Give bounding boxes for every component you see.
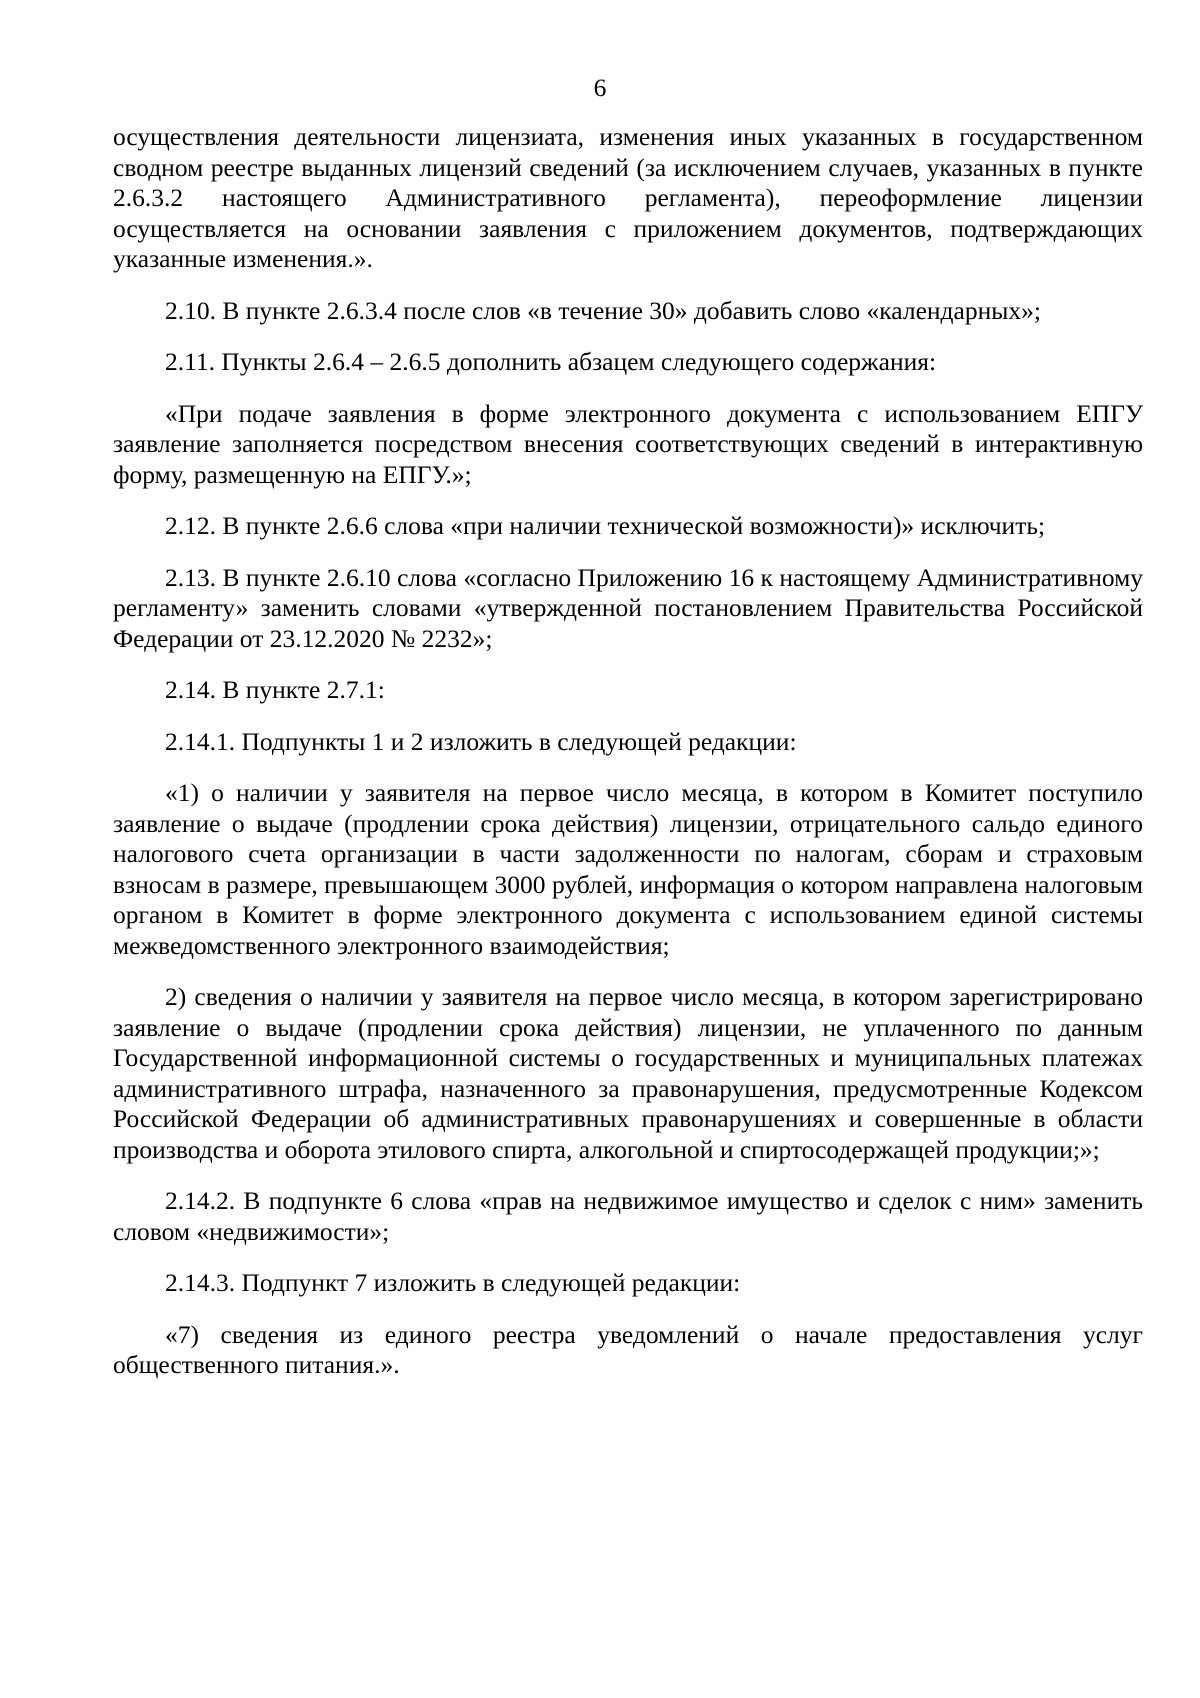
- paragraph-2-10: 2.10. В пункте 2.6.3.4 после слов «в течение 30» добавить слово «календарных»;: [165, 295, 1041, 325]
- paragraph-2-14-1: 2.14.1. Подпункты 1 и 2 изложить в следующей редакции:: [165, 726, 797, 756]
- paragraph-subitem-1: «1) о наличии у заявителя на первое число месяца, в котором в Комитет поступило заявление о выдаче (продлении срока действия) лицензии, отрицательного сальдо единого налогового счета организации в части задолженности по налогам, сборам и страховым взносам в размере, превышающем 3000 рублей, информация о котором направлена налоговым органом в Комитет в форме электронного документа с использованием единой системы межведомственного электронного взаимодействия;: [113, 778, 1143, 960]
- paragraph-2-14-3: 2.14.3. Подпункт 7 изложить в следующей редакции:: [165, 1268, 741, 1297]
- paragraph-2-11: 2.11. Пункты 2.6.4 – 2.6.5 дополнить абзацем следующего содержания:: [165, 347, 937, 376]
- paragraph-2-13: 2.13. В пункте 2.6.10 слова «согласно Приложению 16 к настоящему Административному регламенту» заменить словами «утвержденной постановлением Правительства Российской Федерации от 23.12.2020 № 2232»;: [113, 562, 1143, 653]
- paragraph-2-14-2: 2.14.2. В подпункте 6 слова «прав на недвижимое имущество и сделок с ним» заменить словом «недвижимости»;: [113, 1186, 1143, 1246]
- paragraph-subitem-2: 2) сведения о наличии у заявителя на первое число месяца, в котором зарегистрировано заявление о выдаче (продлении срока действия) лицензии, не уплаченного по данным Государственной информационной системы о государственных и муниципальных платежах административного штрафа, назначенного за правонарушения, предусмотренные Кодексом Российской Федерации об административных правонарушениях и совершенные в области производства и оборота этилового спирта, алкогольной и спиртосодержащей продукции;»;: [113, 982, 1143, 1164]
- paragraph-2-11-quote: «При подаче заявления в форме электронного документа с использованием ЕПГУ заявление заполняется посредством внесения соответствующих сведений в интерактивную форму, размещенную на ЕПГУ.»;: [113, 398, 1143, 489]
- page-number: 6: [593, 73, 607, 102]
- paragraph-2-12: 2.12. В пункте 2.6.6 слова «при наличии технической возможности)» исключить;: [165, 511, 1046, 540]
- document-body: [113, 122, 1143, 1402]
- paragraph-subitem-7: «7) сведения из единого реестра уведомлений о начале предоставления услуг общественного питания.».: [113, 1319, 1143, 1379]
- paragraph-2-14: 2.14. В пункте 2.7.1:: [165, 675, 385, 704]
- paragraph-continuation: осуществления деятельности лицензиата, изменения иных указанных в государственном сводном реестре выданных лицензий сведений (за исключением случаев, указанных в пункте 2.6.3.2 настоящего Административного регламента), переоформление лицензии осуществляется на основании заявления с приложением документов, подтверждающих указанные изменения.».: [113, 122, 1143, 273]
